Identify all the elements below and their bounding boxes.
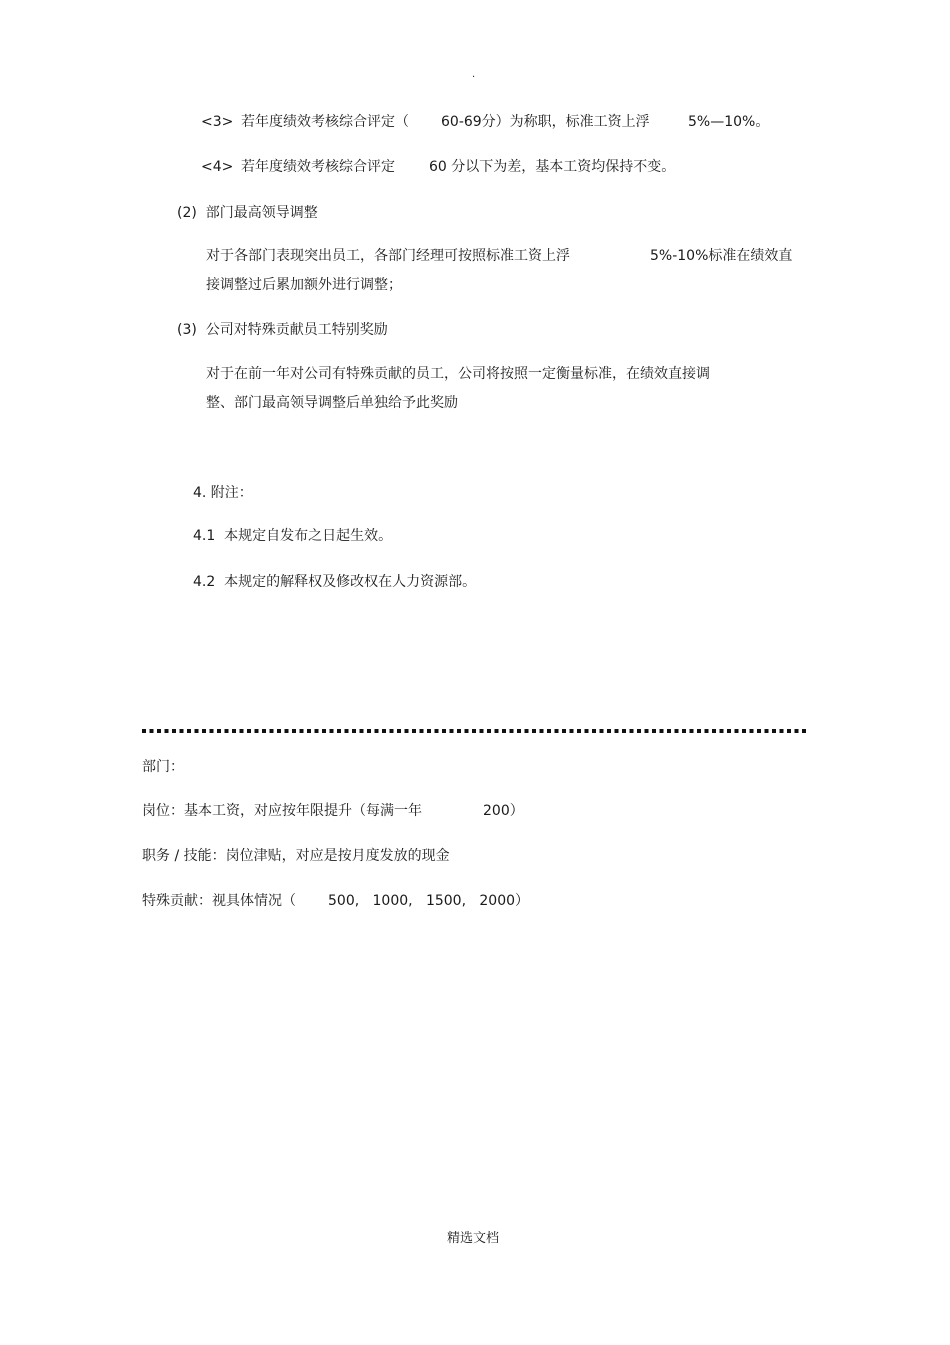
special-amounts: 500, 1000, 1500, 2000） xyxy=(328,893,530,909)
notes-title: 4. 附注： xyxy=(193,485,253,501)
header-mark: · xyxy=(472,72,476,83)
item4-number: <4> xyxy=(201,159,234,175)
section2-body-line1a: 对于各部门表现突出员工，各部门经理可按照标准工资上浮 xyxy=(206,248,570,264)
note-4-2: 4.2 本规定的解释权及修改权在人力资源部。 xyxy=(193,574,477,590)
section3-body-line1: 对于在前一年对公司有特殊贡献的员工，公司将按照一定衡量标准，在绩效直接调 xyxy=(206,366,710,382)
dept-label: 部门： xyxy=(142,759,184,775)
item3-range: 60-69分）为称职，标准工资上浮 xyxy=(441,114,650,130)
item3-number: <3> xyxy=(201,114,234,130)
section3-heading: (3) 公司对特殊贡献员工特别奖励 xyxy=(177,322,388,338)
item3-percent: 5%—10%。 xyxy=(688,114,770,130)
footer-label: 精选文档 xyxy=(447,1231,500,1246)
note-4-1: 4.1 本规定自发布之日起生效。 xyxy=(193,528,393,544)
duty-text: 职务 / 技能：岗位津贴，对应是按月度发放的现金 xyxy=(142,848,450,864)
post-text: 岗位：基本工资，对应按年限提升（每满一年 xyxy=(142,803,422,819)
section2-body-line2: 接调整过后累加额外进行调整； xyxy=(206,277,402,293)
item3-text: 若年度绩效考核综合评定（ xyxy=(241,114,409,130)
item4-range: 60 分以下为差，基本工资均保持不变。 xyxy=(429,159,676,175)
item4-text: 若年度绩效考核综合评定 xyxy=(241,159,395,175)
dotted-divider xyxy=(142,729,806,733)
section2-heading: (2) 部门最高领导调整 xyxy=(177,205,318,221)
post-amount: 200） xyxy=(483,803,524,819)
section2-body-line1b: 5%-10%标准在绩效直 xyxy=(650,248,793,264)
special-text: 特殊贡献：视具体情况（ xyxy=(142,893,296,909)
section3-body-line2: 整、部门最高领导调整后单独给予此奖励 xyxy=(206,395,458,411)
